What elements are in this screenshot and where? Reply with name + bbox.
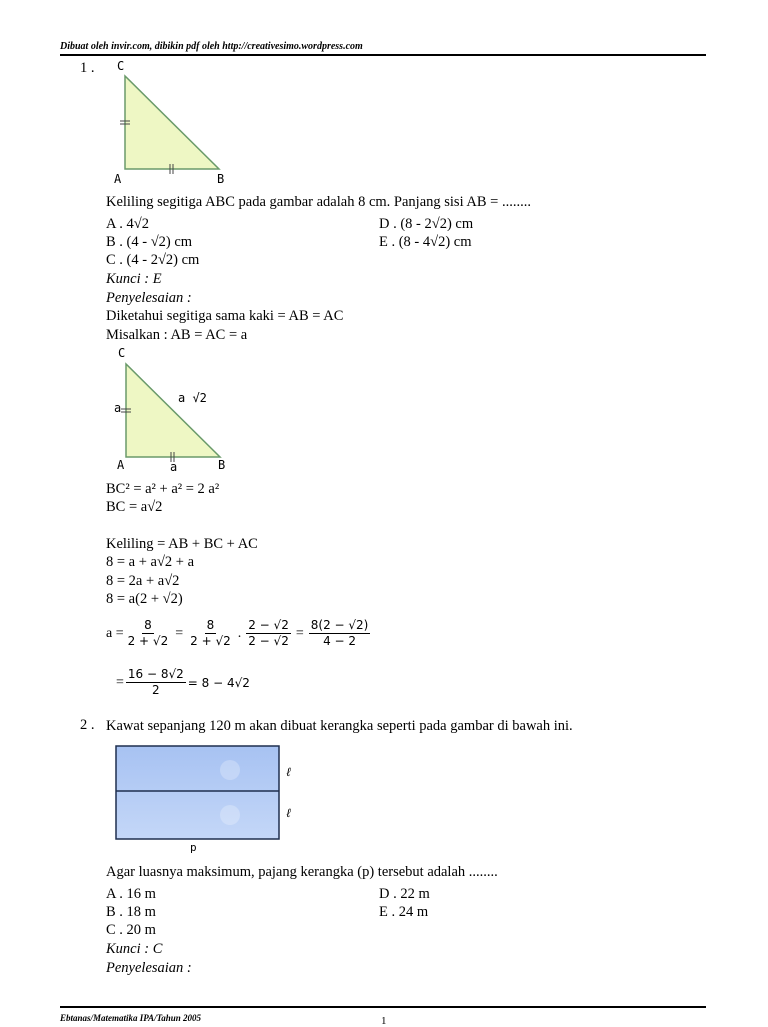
solution-line-2: Misalkan : AB = AC = a: [106, 327, 248, 343]
header-rule: [60, 54, 706, 56]
step-equation-3: 8 = a(2 + √2): [106, 591, 183, 607]
fig2-vertex-c: C: [118, 346, 126, 360]
triangle-figure-2: [116, 360, 226, 464]
q2-solution-heading: Penyelesaian :: [106, 960, 192, 976]
q2-answer-key: Kunci : C: [106, 941, 163, 957]
q2-option-d: D . 22 m: [379, 886, 430, 902]
option-c: C . (4 - 2√2) cm: [106, 252, 200, 268]
eq2-fraction: $\frac{16 - 8√2}{2}$: [127, 667, 184, 697]
question-2-text-2: Agar luasnya maksimum, pajang kerangka (p) tersebut adalah ........: [106, 864, 498, 880]
q2-option-c: C . 20 m: [106, 922, 156, 938]
q2-option-e: E . 24 m: [379, 904, 429, 920]
page-number: 1: [381, 1015, 387, 1027]
option-b: B . (4 - √2) cm: [106, 234, 193, 250]
frame-label-l-top: ℓ: [285, 765, 293, 779]
question-2-text: Kawat sepanjang 120 m akan dibuat kerangka seperti pada gambar di bawah ini.: [106, 718, 573, 734]
page-header: Dibuat oleh invir.com, dibikin pdf oleh http://creativesimo.wordpress.com: [60, 41, 363, 52]
fig2-side-a-bottom: a: [170, 460, 178, 474]
q2-option-a: A . 16 m: [106, 886, 156, 902]
triangle-figure-1: [115, 72, 225, 176]
option-d: D . (8 - 2√2) cm: [379, 216, 474, 232]
fig1-vertex-b: B: [217, 172, 225, 186]
answer-key: Kunci : E: [106, 271, 162, 287]
eq1-fraction-2: $\frac{8}{2 + √2}$: [190, 618, 231, 648]
fig2-vertex-b: B: [218, 458, 226, 472]
fig2-hypotenuse-label: a √2: [178, 391, 207, 405]
fraction-equation-2: [116, 667, 250, 698]
option-e: E . (8 - 4√2) cm: [379, 234, 472, 250]
fig2-vertex-a: A: [117, 458, 125, 472]
step-bc: BC = a√2: [106, 499, 163, 515]
step-equation-1: 8 = a + a√2 + a: [106, 554, 195, 570]
option-a: A . 4√2: [106, 216, 150, 232]
eq1-dot: .: [237, 625, 242, 641]
step-bc-squared: BC² = a² + a² = 2 a²: [106, 481, 220, 497]
step-keliling: Keliling = AB + BC + AC: [106, 536, 258, 552]
eq1-fraction-3: $\frac{2 - √2}{2 - √2}$: [248, 618, 289, 648]
frame-figure: [115, 745, 281, 841]
question-2-number: 2 .: [80, 717, 95, 733]
fig1-vertex-c: C: [117, 59, 125, 73]
frame-label-l-bottom: ℓ: [285, 806, 293, 820]
solution-line-1: Diketahui segitiga sama kaki = AB = AC: [106, 308, 344, 324]
eq2-rhs: = 8 − 4√2: [187, 675, 250, 690]
frame-label-p: p: [190, 841, 197, 854]
q2-option-b: B . 18 m: [106, 904, 156, 920]
eq1-fraction-4: $\frac{8(2 - √2)}{4 - 2}$: [310, 618, 369, 648]
page-footer: Ebtanas/Matematika IPA/Tahun 2005: [60, 1013, 202, 1023]
question-1-text: Keliling segitiga ABC pada gambar adalah 8 cm. Panjang sisi AB = ........: [106, 194, 531, 210]
footer-rule: [60, 1006, 706, 1008]
fig2-side-a-left: a: [114, 401, 122, 415]
step-equation-2: 8 = 2a + a√2: [106, 573, 180, 589]
eq2-lhs: =: [116, 674, 124, 690]
question-1-number: 1 .: [80, 60, 95, 76]
fig1-vertex-a: A: [114, 172, 122, 186]
fraction-equation-1: a = $\frac{8}{2 + √2}$ = $\frac{8}{2 + √2}$ . $\frac{2 - √2}{2 - √2}$ = $\frac{8(2 - √2)}{4 - 2}$: [106, 618, 369, 648]
eq1-fraction-1: $\frac{8}{2 + √2}$: [127, 618, 169, 648]
solution-heading: Penyelesaian :: [106, 290, 192, 306]
eq1-lhs: a =: [106, 625, 124, 641]
